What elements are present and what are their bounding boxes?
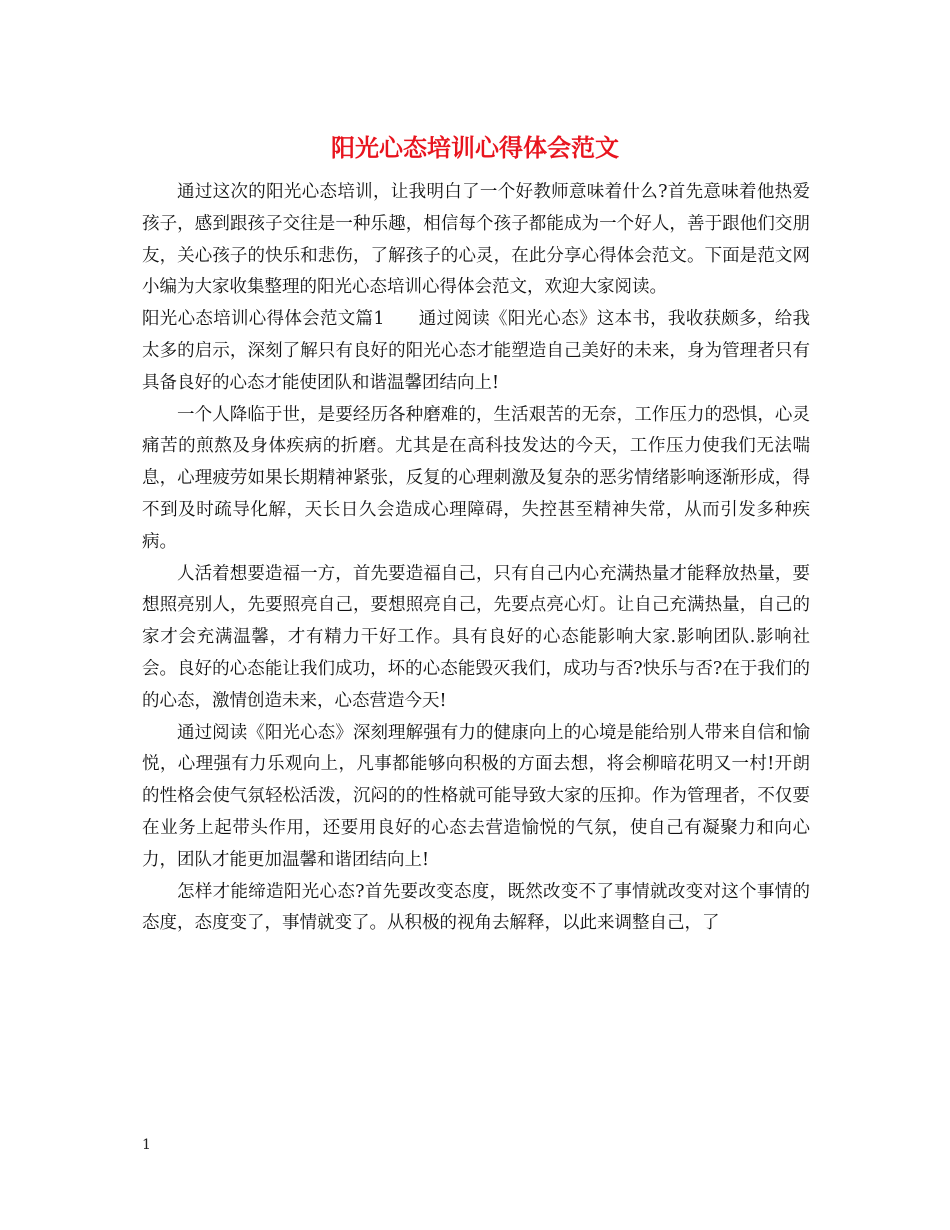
document-body — [142, 177, 810, 940]
body-paragraph: 怎样才能缔造阳光心态?首先要改变态度，既然改变不了事情就改变对这个事情的态度，态度变了，事情就变了。从积极的视角去解释，以此来调整自己，了 — [142, 881, 810, 934]
section-heading: 阳光心态培训心得体会范文篇1 — [142, 309, 385, 330]
body-paragraph: 一个人降临于世，是要经历各种磨难的，生活艰苦的无奈，工作压力的恐惧，心灵痛苦的煎熬及身体疾病的折磨。尤其是在高科技发达的今天，工作压力使我们无法喘息，心理疲劳如果长期精神紧张，反复的心理刺激及复杂的恶劣情绪影响逐渐形成，得不到及时疏导化解，天长日久会造成心理障碍，失控甚至精神失常，从而引发多种疾病。 — [142, 404, 810, 552]
body-paragraph: 通过阅读《阳光心态》深刻理解强有力的健康向上的心境是能给别人带来自信和愉悦，心理强有力乐观向上，凡事都能够向积极的方面去想，将会柳暗花明又一村!开朗的性格会使气氛轻松活泼，沉闷的的性格就可能导致大家的压抑。作为管理者，不仅要在业务上起带头作用，还要用良好的心态去营造愉悦的气氛，使自己有凝聚力和向心力，团队才能更加温馨和谐团结向上! — [142, 722, 810, 870]
body-paragraph: 人活着想要造福一方，首先要造福自己，只有自己内心充满热量才能释放热量，要想照亮别人，先要照亮自己，要想照亮自己，先要点亮心灯。让自己充满热量，自己的家才会充满温馨，才有精力干好工作。具有良好的心态能影响大家.影响团队.影响社会。良好的心态能让我们成功，坏的心态能毁灭我们，成功与否?快乐与否?在于我们的的心态，激情创造未来，心态营造今天! — [142, 563, 810, 711]
document-title: 阳光心态培训心得体会范文 — [331, 133, 619, 162]
intro-paragraph: 通过这次的阳光心态培训，让我明白了一个好教师意味着什么?首先意味着他热爱孩子，感到跟孩子交往是一种乐趣，相信每个孩子都能成为一个好人，善于跟他们交朋友，关心孩子的快乐和悲伤，了解孩子的心灵，在此分享心得体会范文。下面是范文网小编为大家收集整理的阳光心态培训心得体会范文，欢迎大家阅读。 — [142, 182, 810, 298]
section-intro-text: 通过阅读《阳光心态》这本书，我收获颇多，给我太多的启示，深刻了解只有良好的阳光心态才能塑造自己美好的未来，身为管理者只有具备良好的心态才能使团队和谐温馨团结向上! — [142, 309, 810, 393]
page-number: 1 — [142, 1137, 151, 1153]
section-first-paragraph — [142, 304, 810, 399]
